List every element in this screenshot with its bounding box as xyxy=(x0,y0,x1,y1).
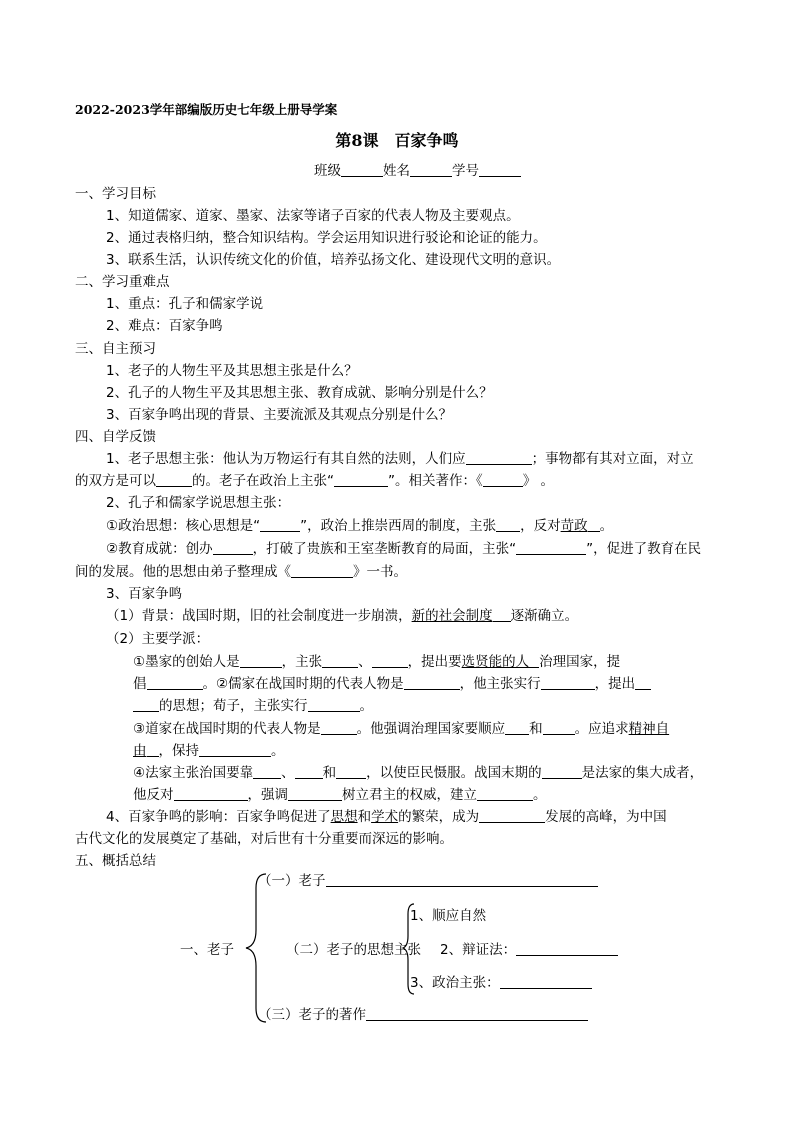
student-info-row xyxy=(314,162,521,180)
laozi-para-line1: 1、老子思想主张：他认为万物运行有其自然的法则，人们应 ；事物都有其对立面，对立 xyxy=(106,451,694,467)
summary-sub-2: 2、辩证法： xyxy=(440,941,618,959)
confucius-heading: 2、孔子和儒家学说思想主张： xyxy=(106,495,291,511)
laozi-para-line2: 的双方是可以 的。老子在政治上主张“ ”。相关著作：《 》 。 xyxy=(75,473,555,489)
confucius-education: ②教育成就：创办 ，打破了贵族和王室垄断教育的局面，主张“ ”，促进了教育在民 xyxy=(106,541,702,557)
preview-question: 2、孔子的人物生平及其思想主张、教育成就、影响分别是什么？ xyxy=(106,385,493,401)
summary-sub-3: 3、政治主张： xyxy=(410,974,592,992)
blank[interactable] xyxy=(133,697,159,712)
confucian-line3: 的思想；荀子，主张实行 。 xyxy=(133,697,373,715)
blank[interactable] xyxy=(213,540,253,555)
preview-question: 1、老子的人物生平及其思想主张是什么？ xyxy=(106,363,358,379)
section-heading: 一、学习目标 xyxy=(75,186,156,202)
section-heading: 四、自学反馈 xyxy=(75,429,156,445)
doc-header: 2022-2023学年部编版历史七年级上册导学案 xyxy=(75,102,338,117)
section-heading: 五、概括总结 xyxy=(75,853,156,869)
blank[interactable] xyxy=(543,720,575,735)
mohism-line1: ①墨家的创始人是 ，主张 、 ，提出要选贤能的人 治理国家，提 xyxy=(133,654,621,670)
background-line: （1）背景：战国时期，旧的社会制度进一步崩溃，新的社会制度 逐渐确立。 xyxy=(106,608,579,624)
blank[interactable] xyxy=(308,697,360,712)
hundred-schools-heading: 3、百家争鸣 xyxy=(106,586,183,602)
blank[interactable] xyxy=(529,653,539,668)
number-label: 学号 xyxy=(452,163,479,179)
blank[interactable] xyxy=(541,675,595,690)
blank[interactable] xyxy=(483,472,523,487)
blank[interactable] xyxy=(295,764,323,779)
blank[interactable] xyxy=(147,742,159,757)
confucius-politics: ①政治思想：核心思想是“ ”，政治上推崇西周的制度，主张 ，反对苛政 。 xyxy=(106,518,614,534)
blank[interactable] xyxy=(516,540,586,555)
schools-heading: （2）主要学派： xyxy=(106,631,210,647)
key-point-item: 1、重点：孔子和儒家学说 xyxy=(106,296,264,312)
confucius-education-cont: 间的发展。他的思想由弟子整理成《 》一书。 xyxy=(75,564,407,580)
influence-line2: 古代文化的发展奠定了基础，对后世有十分重要而深远的影响。 xyxy=(75,831,453,847)
summary-branch-3: （三）老子的著作 xyxy=(258,1006,588,1024)
blank[interactable] xyxy=(588,517,600,532)
daoism-line2: 由 ，保持 。 xyxy=(133,743,285,759)
blank[interactable] xyxy=(516,941,618,956)
blank[interactable] xyxy=(253,764,281,779)
summary-branch-2: （二）老子的思想主张 xyxy=(286,942,421,958)
blank[interactable] xyxy=(321,720,357,735)
blank[interactable] xyxy=(147,675,203,690)
goal-item: 3、联系生活，认识传统文化的价值，培养弘扬文化、建设现代文明的意识。 xyxy=(106,252,561,268)
main-brace xyxy=(236,868,276,1028)
legalism-line1: ④法家主张治国要靠 、 和 ，以使臣民慑服。战国末期的 是法家的集大成者， xyxy=(133,765,704,781)
blank[interactable] xyxy=(477,786,533,801)
section-heading: 三、自主预习 xyxy=(75,341,156,357)
number-blank[interactable] xyxy=(479,162,521,177)
blank[interactable] xyxy=(336,764,366,779)
blank[interactable] xyxy=(505,720,529,735)
summary-branch-1: （一）老子 xyxy=(258,872,598,890)
blank[interactable] xyxy=(466,450,532,465)
goal-item: 1、知道儒家、道家、墨家、法家等诸子百家的代表人物及主要观点。 xyxy=(106,208,520,224)
daoism-line1: ③道家在战国时期的代表人物是 。他强调治理国家要顺应 和 。应追求精神自 xyxy=(133,721,670,737)
mohism-line2: 倡 。②儒家在战国时期的代表人物是 ，他主张实行 ，提出 xyxy=(133,675,651,693)
blank[interactable] xyxy=(493,607,511,622)
blank[interactable] xyxy=(260,517,300,532)
blank[interactable] xyxy=(635,675,651,690)
name-label: 姓名 xyxy=(383,163,410,179)
blank[interactable] xyxy=(199,742,271,757)
blank[interactable] xyxy=(542,764,582,779)
class-label: 班级 xyxy=(314,163,341,179)
goal-item: 2、通过表格归纳，整合知识结构。学会运用知识进行驳论和论证的能力。 xyxy=(106,230,547,246)
preview-question: 3、百家争鸣出现的背景、主要流派及其观点分别是什么？ xyxy=(106,407,453,423)
section-heading: 二、学习重难点 xyxy=(75,274,170,290)
key-point-item: 2、难点：百家争鸣 xyxy=(106,318,223,334)
blank[interactable] xyxy=(372,653,408,668)
legalism-line2: 他反对 ，强调 树立君主的权威，建立 。 xyxy=(133,787,547,803)
summary-sub-1: 1、顺应自然 xyxy=(410,908,487,924)
blank[interactable] xyxy=(156,472,192,487)
blank[interactable] xyxy=(322,653,358,668)
blank[interactable] xyxy=(404,675,460,690)
blank[interactable] xyxy=(326,872,598,887)
blank[interactable] xyxy=(334,472,388,487)
blank[interactable] xyxy=(291,563,353,578)
blank[interactable] xyxy=(479,808,545,823)
blank[interactable] xyxy=(366,1006,588,1021)
lesson-title: 第8课 百家争鸣 xyxy=(335,131,459,150)
blank[interactable] xyxy=(496,517,520,532)
blank[interactable] xyxy=(174,786,248,801)
influence-line1: 4、百家争鸣的影响：百家争鸣促进了思想和学术的繁荣，成为 发展的高峰，为中国 xyxy=(106,809,667,825)
blank[interactable] xyxy=(288,786,342,801)
summary-root: 一、老子 xyxy=(180,942,234,958)
class-blank[interactable] xyxy=(341,162,383,177)
name-blank[interactable] xyxy=(410,162,452,177)
blank[interactable] xyxy=(240,653,282,668)
blank[interactable] xyxy=(500,974,592,989)
